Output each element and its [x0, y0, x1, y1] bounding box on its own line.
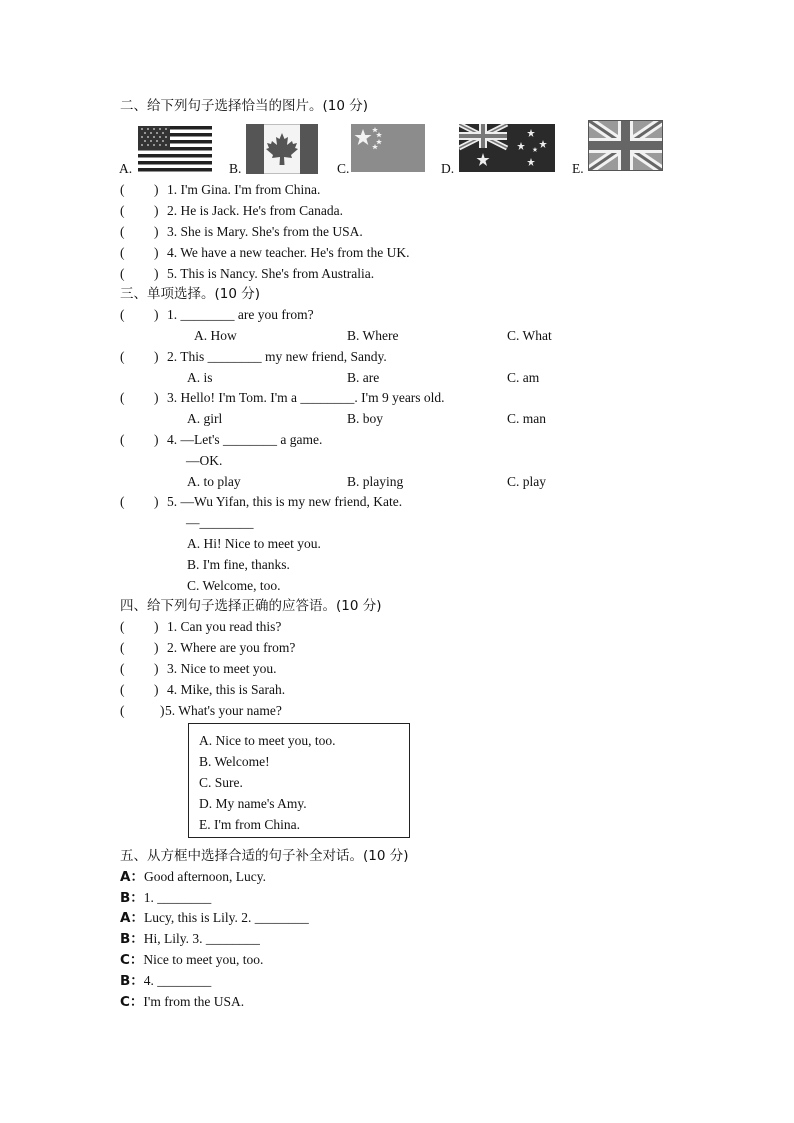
- question-text: 3. She is Mary. She's from the USA.: [167, 224, 363, 239]
- answer-options-box: [188, 723, 410, 838]
- flag-letter-b: B.: [229, 161, 242, 176]
- option-c: C. What: [507, 328, 552, 343]
- dialogue-text[interactable]: 1. ________: [143, 890, 212, 905]
- dialogue-text[interactable]: Hi, Lily. 3. ________: [143, 931, 260, 946]
- option-a: A. Hi! Nice to meet you.: [187, 536, 321, 551]
- section-2-heading: 二、给下列句子选择恰当的图片。(10 分): [120, 98, 369, 114]
- question-stem: 3. Hello! I'm Tom. I'm a ________. I'm 9 years old.: [167, 390, 445, 405]
- dialogue-line: [120, 973, 211, 989]
- dialogue-line: [120, 994, 244, 1010]
- speaker-label: A：: [120, 869, 144, 885]
- flag-letter-e: E.: [572, 161, 584, 176]
- china-flag-icon: [351, 124, 425, 172]
- box-option-d: D. My name's Amy.: [199, 796, 307, 811]
- dialogue-line: [120, 890, 211, 906]
- flag-letter-c: C.: [337, 161, 350, 176]
- speaker-label: B：: [120, 973, 144, 989]
- option-c: C. man: [507, 411, 546, 426]
- dialogue-text: I'm from the USA.: [143, 994, 245, 1009]
- dialogue-line: [120, 952, 263, 968]
- section-4-heading: 四、给下列句子选择正确的应答语。(10 分): [120, 598, 382, 614]
- question-text: 1. I'm Gina. I'm from China.: [167, 182, 321, 197]
- option-b: B. are: [347, 370, 380, 385]
- box-option-b: B. Welcome!: [199, 754, 270, 769]
- question-text: 4. We have a new teacher. He's from the UK.: [167, 245, 410, 260]
- option-b: B. playing: [347, 474, 404, 489]
- question-stem: 5. —Wu Yifan, this is my new friend, Kate.: [167, 494, 403, 509]
- box-option-c: C. Sure.: [199, 775, 243, 790]
- question-text: 2. Where are you from?: [167, 640, 296, 655]
- question-text: 4. Mike, this is Sarah.: [167, 682, 286, 697]
- option-b: B. I'm fine, thanks.: [187, 557, 290, 572]
- speaker-label: A：: [120, 910, 144, 926]
- option-a: A. to play: [187, 474, 241, 489]
- question-text: 5. What's your name?: [165, 703, 282, 718]
- box-option-e: E. I'm from China.: [199, 817, 301, 832]
- flag-letter-d: D.: [441, 161, 455, 176]
- box-option-a: A. Nice to meet you, too.: [199, 733, 336, 748]
- question-text: 2. He is Jack. He's from Canada.: [167, 203, 344, 218]
- dialogue-text: Good afternoon, Lucy.: [143, 869, 267, 884]
- question-text: 5. This is Nancy. She's from Australia.: [167, 266, 375, 281]
- option-c: C. am: [507, 370, 540, 385]
- option-c: C. Welcome, too.: [187, 578, 281, 593]
- usa-flag-icon: [138, 126, 212, 172]
- dialogue-text[interactable]: Lucy, this is Lily. 2. ________: [143, 910, 309, 925]
- flag-letter-a: A.: [119, 161, 133, 176]
- speaker-label: C：: [120, 994, 144, 1010]
- question-stem: 2. This ________ my new friend, Sandy.: [167, 349, 387, 364]
- option-b: B. boy: [347, 411, 384, 426]
- uk-flag-icon: [588, 120, 663, 171]
- dialogue-line: [120, 931, 260, 947]
- australia-flag-icon: [459, 124, 555, 172]
- option-a: A. How: [194, 328, 237, 343]
- dialogue-line: [120, 910, 309, 926]
- speaker-label: C：: [120, 952, 144, 968]
- section-5-heading: 五、从方框中选择合适的句子补全对话。(10 分): [120, 848, 409, 864]
- dialogue-text[interactable]: 4. ________: [143, 973, 212, 988]
- dialogue-reply: —________: [186, 515, 254, 530]
- dialogue-line: [120, 869, 266, 885]
- speaker-label: B：: [120, 931, 144, 947]
- section-3-heading: 三、单项选择。(10 分): [120, 286, 261, 302]
- question-text: 3. Nice to meet you.: [167, 661, 277, 676]
- dialogue-reply: —OK.: [186, 453, 223, 468]
- question-text: 1. Can you read this?: [167, 619, 282, 634]
- speaker-label: B：: [120, 890, 144, 906]
- dialogue-text: Nice to meet you, too.: [143, 952, 264, 967]
- question-stem: 1. ________ are you from?: [167, 307, 314, 322]
- option-b: B. Where: [347, 328, 399, 343]
- question-stem: 4. —Let's ________ a game.: [167, 432, 323, 447]
- option-a: A. girl: [187, 411, 223, 426]
- option-a: A. is: [187, 370, 213, 385]
- option-c: C. play: [507, 474, 546, 489]
- canada-flag-icon: [246, 124, 318, 174]
